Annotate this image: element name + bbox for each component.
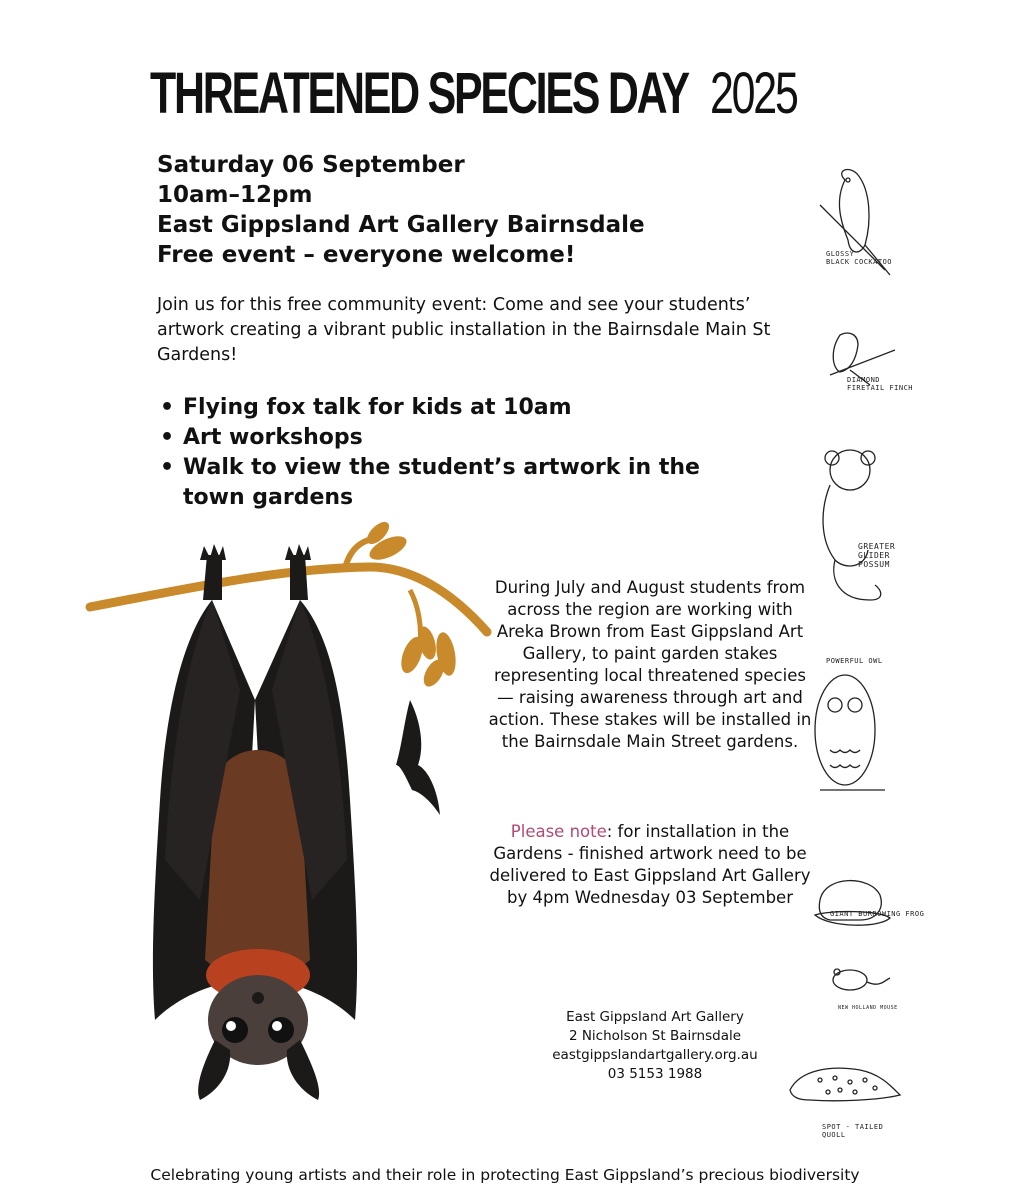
label-frog: GIANT BURROWING FROG [830, 910, 925, 918]
contact-phone: 03 5153 1988 [607, 1066, 703, 1082]
event-venue: East Gippsland Art Gallery Bairnsdale [157, 212, 645, 238]
list-item: • Flying fox talk for kids at 10am [160, 393, 760, 423]
event-date: Saturday 06 September [157, 152, 465, 178]
contact-address: 2 Nicholson St Bairnsdale [568, 1028, 742, 1044]
title-year: 2025 [710, 61, 797, 126]
label-cockatoo: GLOSSY BLACK COCKATOO [826, 250, 893, 266]
label-glider: GREATER GLIDER POSSUM [858, 542, 896, 569]
footer-tagline: Celebrating young artists and their role in protecting East Gippsland’s precious biodiversity [150, 1166, 860, 1184]
note-label: Please note [510, 822, 607, 841]
frog-icon [815, 881, 890, 926]
title-main: THREATENED SPECIES DAY [150, 61, 688, 126]
list-item: • Art workshops [160, 423, 760, 453]
owl-icon [815, 675, 885, 790]
species-sketches [790, 160, 910, 1150]
note-text: : for installation in the Gardens - finished artwork need to be delivered to East Gippsland Art Gallery by 4pm Wednesday 03 September [489, 822, 811, 907]
label-owl: POWERFUL OWL [826, 657, 883, 665]
intro-text: Join us for this free community event: Come and see your students’ artwork creating a vibrant public installation in the Bairnsdale Main St Gardens! [157, 295, 771, 365]
small-bat-icon [396, 700, 440, 815]
list-item: • Walk to view the student’s artwork in the town gardens [160, 453, 760, 513]
quoll-icon [790, 1068, 900, 1101]
flying-fox-icon [153, 544, 357, 1100]
event-time: 10am–12pm [157, 182, 313, 208]
glider-icon [823, 450, 881, 600]
mouse-icon [833, 969, 890, 990]
project-description: During July and August students from across the region are working with Areka Brown from East Gippsland Art Gallery, to paint garden stakes representing local threatened species — raising awareness through art and action. These stakes will be installed in the Bairnsdale Main Street gardens. [488, 578, 812, 751]
contact-website[interactable]: eastgippslandartgallery.org.au [552, 1047, 758, 1063]
contact-block [505, 1008, 805, 1084]
contact-name: East Gippsland Art Gallery [566, 1009, 744, 1025]
label-finch: DIAMOND FIRETAIL FINCH [847, 376, 914, 392]
label-mouse: NEW HOLLAND MOUSE [838, 1005, 898, 1011]
installation-note [485, 821, 815, 909]
label-quoll: SPOT - TAILED QUOLL [822, 1123, 884, 1139]
event-admission: Free event – everyone welcome! [157, 242, 576, 268]
